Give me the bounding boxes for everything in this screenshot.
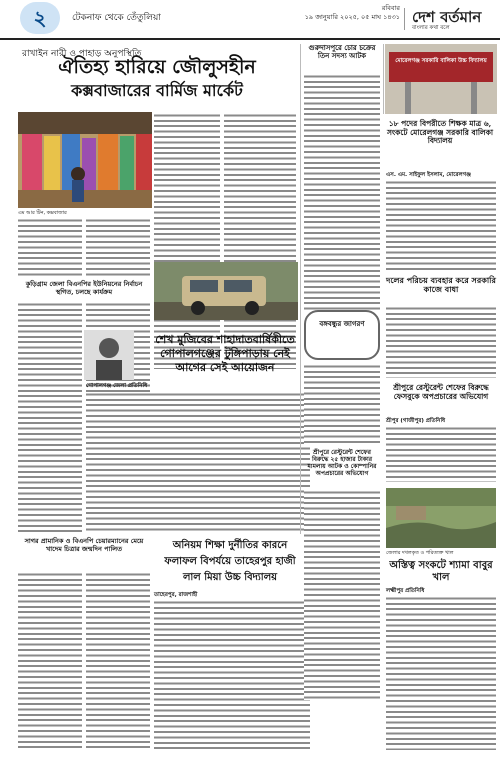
sagor-headline: সাগর প্রামানিক ও বিএনপি চেয়ারম্যানের মেয়ে খাদেম চিত্রার জন্মদিন পালিত	[24, 537, 144, 553]
sagor-body-col1	[18, 572, 82, 750]
gurudaspur-headline: গুরুদাসপুরে চোর চক্রের তিন সদস্য আটক	[308, 43, 376, 61]
sreepur-restaurant-body	[386, 426, 496, 482]
sreepur-restaurant-byline: শ্রীপুর (গাজীপুর) প্রতিনিধি	[386, 418, 446, 424]
portrait-photo	[84, 330, 134, 380]
canal-body	[386, 596, 496, 750]
logo-text: দেশ বর্তমান	[412, 8, 482, 26]
tahirpur-byline: তাহেরপুর, রাজশাহী	[154, 592, 198, 598]
burmese-market-body-col1a	[18, 218, 82, 278]
sreepur-case-headline: শ্রীপুরে রেস্টুরেন্ট শেফের বিরুদ্ধে ২৫ হাজার টাকার মামলায় আটক ও কোম্পানির অপপ্রচারের অভিযোগ	[307, 449, 377, 477]
cox-body	[304, 364, 380, 446]
canal-headline: অস্তিত্ব সংকটে শ্যামা বাবুর খাল	[389, 560, 493, 583]
canal-photo-graphic	[386, 488, 496, 548]
section-name: টেকনাফ থেকে তেঁতুলিয়া	[72, 13, 161, 23]
burmese-market-kicker: রাখাইন নারী ও পাহাড় অনুপস্থিতি	[22, 49, 142, 59]
cox-box-headline: বঙ্গবন্ধুর জাগরণ	[304, 310, 380, 360]
tungipara-body	[86, 392, 310, 534]
canal-caption: জেলার দখলকৃত ও পরিত্যক্ত খাল	[386, 550, 454, 556]
column-divider-2	[383, 44, 384, 114]
burmese-market-body-col3	[224, 113, 296, 369]
market-photo-graphic	[18, 112, 152, 208]
moralganj-body	[386, 180, 496, 270]
tahirpur-headline-1: অনিয়ম শিক্ষা দুর্নীতির কারনে	[172, 540, 288, 551]
logo-tagline: বাংলার কথা বলে	[412, 25, 450, 31]
vehicle-photo-graphic	[154, 262, 298, 320]
day-label: রবিবার	[381, 4, 400, 12]
market-photo	[18, 112, 152, 208]
canal-photo	[386, 488, 496, 548]
tahirpur-headline-3: লাল মিয়া উচ্চ বিদ্যালয়	[182, 572, 278, 583]
logo-divider	[404, 8, 405, 30]
sagor-body-col2	[86, 572, 150, 750]
sreepur-case-body	[304, 490, 380, 700]
tungipara-headline-2: গোপালগঞ্জের টুঙ্গিপাড়ায় নেই	[160, 347, 290, 360]
market-photo-caption: এম আর টিন, কক্সবাজার	[18, 210, 67, 216]
portrait-graphic	[84, 330, 134, 380]
sreepur-restaurant-headline: শ্রীপুরে রেস্টুরেন্ট শেফের বিরুদ্ধে ফেসবুকে অপপ্রচারের অভিযোগ	[393, 383, 489, 401]
tahirpur-headline-2: ফলাফল বিপর্যয়ে তাহেরপুর হাজী	[164, 556, 296, 567]
tahirpur-body	[154, 600, 310, 750]
tungipara-headline-3: আগের সেই আয়োজন	[175, 361, 275, 374]
page-number: ২	[20, 2, 60, 34]
column-divider-1	[300, 44, 301, 534]
party-office-headline: দলের পরিচয় ব্যবহার করে সরকারি কাজে বাধা	[386, 275, 496, 295]
vehicle-photo	[154, 262, 298, 320]
kurigram-body-col1	[18, 302, 82, 534]
burmese-market-body-col2	[154, 113, 220, 369]
dateline	[250, 4, 400, 22]
school-sign-text: মোরেলগঞ্জ সরকারি বালিকা উচ্চ বিদ্যালয়	[395, 58, 487, 64]
tungipara-headline-1: শেখ মুজিবের শাহাদাতবার্ষিকীতে	[155, 333, 295, 346]
newspaper-logo	[412, 6, 496, 32]
burmese-market-headline-2: কক্সবাজারের বার্মিজ মার্কেট	[71, 81, 243, 100]
masthead	[0, 0, 500, 40]
kurigram-headline: কুড়িগ্রাম জেলা বিএনপির ইউনিয়নের নির্বাচন স্থগিত, চলছে কার্যক্রম	[25, 280, 143, 296]
tungipara-byline: গোপালগঞ্জ জেলা প্রতিনিধি	[86, 383, 148, 389]
moralganj-byline: এস. এম. সাইফুল ইসলাম, মোরেলগঞ্জ	[386, 172, 471, 178]
burmese-market-headline-1: ঐতিহ্য হারিয়ে জৌলুসহীন	[58, 56, 256, 78]
burmese-market-body-col1b	[86, 218, 150, 278]
school-sign-photo	[385, 44, 497, 114]
date-label: ১৯ জানুয়ারি ২০২৫, ০৫ মাঘ ১৪৩১	[304, 13, 400, 21]
moralganj-headline: ১৮ পদের বিপরীতে শিক্ষক মাত্র ৬, সংকটে মোরেলগঞ্জ সরকারি বালিকা বিদ্যালয়	[386, 119, 494, 146]
canal-byline: লক্ষ্মীপুর প্রতিনিধি	[386, 588, 425, 594]
school-sign-graphic	[385, 44, 497, 114]
gurudaspur-body	[304, 74, 380, 310]
party-office-body	[386, 306, 496, 378]
